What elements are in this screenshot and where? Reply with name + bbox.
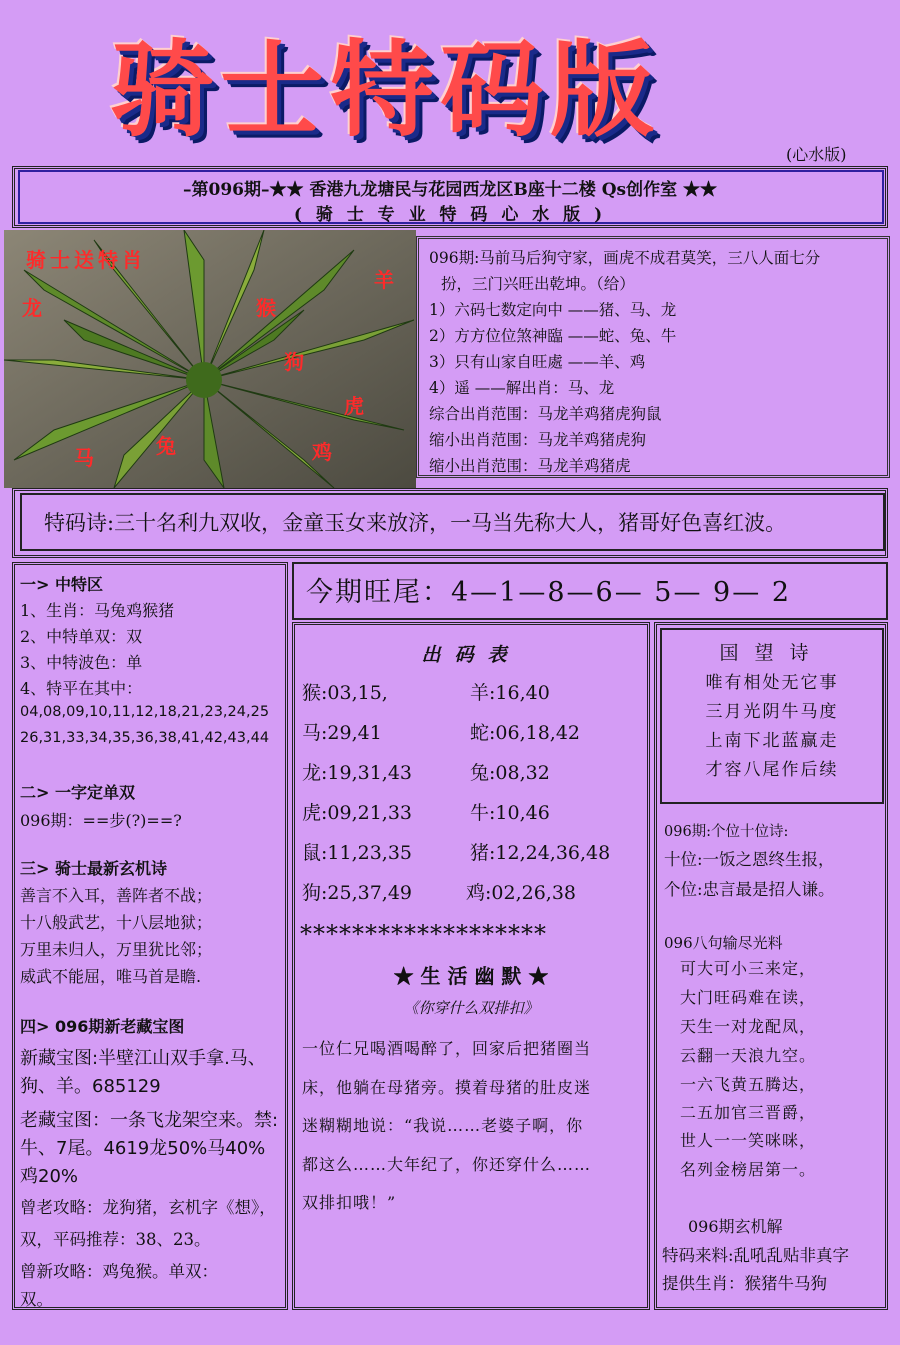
- section-4-line: 双。: [20, 1290, 53, 1309]
- code-table-cell: 猴:03,15,: [302, 682, 388, 704]
- special-code-poem: 特码诗:三十名利九双收，金童玉女来放济，一马当先称大人，猪哥好色喜红波。: [20, 493, 885, 551]
- code-table-cell: 马:29,41: [302, 722, 382, 744]
- agave-photo: [4, 230, 416, 488]
- section-4-line: 牛、7尾。4619龙50%马40%: [20, 1138, 266, 1159]
- code-table-cell: 虎:09,21,33: [302, 802, 413, 824]
- prediction-line: 4）遥 ——解出肖：马、龙: [429, 379, 615, 397]
- section-4-line: 狗、羊。685129: [20, 1076, 161, 1097]
- humor-line: 都这么……大年纪了，你还穿什么……: [302, 1154, 592, 1174]
- zodiac-label: 猴: [256, 296, 276, 320]
- number-list-1: 04,08,09,10,11,12,18,21,23,24,25: [20, 704, 270, 720]
- guowang-title: 国望诗: [719, 642, 825, 664]
- zodiac-label: 兔: [156, 434, 176, 458]
- guowang-line: 唯有相处无它事: [705, 673, 839, 693]
- zodiac-label: 马: [74, 446, 94, 470]
- humor-line: 双排扣哦！”: [302, 1193, 397, 1212]
- code-table-cell: 蛇:06,18,42: [470, 722, 581, 744]
- section-4-line: 新藏宝图:半壁江山双手拿.马、: [20, 1048, 266, 1069]
- humor-body: [302, 1030, 644, 1223]
- eight-lines-line: 天生一对龙配凤，: [680, 1017, 817, 1036]
- section-3-title: 三> 骑士最新玄机诗: [20, 859, 167, 878]
- code-table-title: 出码表: [421, 644, 521, 666]
- code-table-cell: 兔:08,32: [470, 762, 550, 784]
- code-table-cell: 牛:10,46: [470, 802, 550, 824]
- xuanji-line: 特码来料:乱吼乱贴非真字: [662, 1246, 850, 1265]
- section-4-line: 曾新攻略：鸡兔猴。单双：: [20, 1262, 218, 1281]
- eight-lines-line: 云翻一天浪九空。: [680, 1046, 817, 1065]
- section-2-text: 096期：==步(?)==?: [20, 811, 182, 830]
- section-4-line: 双，平码推荐：38、23。: [20, 1230, 211, 1249]
- prediction-line: 096期:马前马后狗守家，画虎不成君莫笑，三八人面七分: [429, 249, 821, 267]
- guowang-line: 三月光阴牛马度: [705, 702, 839, 722]
- number-list-2: 26,31,33,34,35,36,38,41,42,43,44: [20, 730, 270, 746]
- prediction-line: 缩小出肖范围：马龙羊鸡猪虎狗: [429, 431, 647, 449]
- code-table-cell: 猪:12,24,36,48: [470, 842, 611, 864]
- section-3-line: 万里未归人，万里犹比邻；: [20, 940, 213, 959]
- section-4-line: 曾老攻略：龙狗猪，玄机字《想》，: [20, 1198, 276, 1217]
- zodiac-label: 狗: [284, 350, 304, 374]
- prediction-line: 3）只有山家自旺處 ——羊、鸡: [429, 353, 646, 371]
- eight-lines-title: 096八句输尽光料: [664, 934, 783, 952]
- eight-lines-line: 大门旺码难在读，: [680, 988, 817, 1007]
- section-4-title: 四> 096期新老藏宝图: [20, 1017, 185, 1036]
- eight-lines-line: 名列金榜居第一。: [680, 1160, 817, 1179]
- prediction-box: [416, 236, 890, 478]
- zodiac-label: 龙: [22, 296, 42, 320]
- digit-poem-title: 096期:个位十位诗:: [664, 824, 789, 840]
- digit-poem-line: 十位:一饭之恩终生报，: [664, 850, 835, 869]
- xuanji-line: 提供生肖：猴猪牛马狗: [662, 1274, 827, 1293]
- humor-title: ★ 生 活 幽 默 ★: [393, 964, 549, 988]
- section-1-item: 1、生肖：马兔鸡猴猪: [20, 601, 175, 620]
- code-table-cell: 龙:19,31,43: [302, 762, 413, 784]
- edition-label: (心水版): [786, 145, 847, 164]
- section-4-line: 老藏宝图：一条飞龙架空来。禁:: [20, 1110, 279, 1131]
- code-table-cell: 羊:16,40: [470, 682, 550, 704]
- prediction-line: 综合出肖范围：马龙羊鸡猪虎狗鼠: [429, 405, 662, 423]
- zodiac-label: 鸡: [312, 440, 332, 464]
- photo-caption: 骑士送特肖: [26, 248, 146, 272]
- guowang-line: 上南下北蓝赢走: [705, 731, 839, 751]
- section-1-title: 一> 中特区: [20, 575, 103, 594]
- zodiac-label: 虎: [344, 394, 364, 418]
- guowang-line: 才容八尾作后续: [705, 760, 839, 780]
- section-4-line: 鸡20%: [20, 1166, 79, 1187]
- section-3-line: 威武不能屈，唯马首是瞻.: [20, 967, 202, 986]
- eight-lines-line: 一六飞黄五腾达，: [680, 1075, 817, 1094]
- banner-line-2: ( 骑 士 专 业 特 码 心 水 版 ): [293, 205, 607, 225]
- humor-subtitle: 《你穿什么双排扣》: [403, 999, 539, 1017]
- section-1-item: 3、中特波色：单: [20, 653, 143, 672]
- prediction-line: 扮，三门兴旺出乾坤。（给）: [441, 275, 635, 293]
- code-table-cell: 鸡:02,26,38: [466, 882, 577, 904]
- humor-line: 床，他躺在母猪旁。摸着母猪的肚皮迷: [302, 1077, 592, 1097]
- eight-lines-line: 可大可小三来定，: [680, 959, 817, 978]
- star-divider: *******************: [300, 920, 547, 948]
- section-2-title: 二> 一字定单双: [20, 783, 135, 802]
- section-3-line: 善言不入耳，善阵者不战；: [20, 886, 213, 905]
- page-title: 骑士特码版: [110, 29, 661, 151]
- section-3-line: 十八般武艺，十八层地狱；: [20, 913, 213, 932]
- humor-line: 一位仁兄喝酒喝醉了，回家后把猪圈当: [302, 1039, 592, 1058]
- eight-lines-line: 世人一一笑咪咪，: [680, 1131, 817, 1150]
- humor-line: 迷糊糊地说：“我说……老婆子啊，你: [302, 1116, 584, 1135]
- section-1-item: 4、特平在其中：: [20, 679, 143, 698]
- banner-line-1: –第096期–★★ 香港九龙塘民与花园西龙区B座十二楼 Qs创作室 ★★: [183, 180, 717, 200]
- xuanji-title: 096期玄机解: [688, 1217, 783, 1236]
- eight-lines-line: 二五加官三晋爵，: [680, 1103, 817, 1122]
- lucky-tail-numbers: 今期旺尾：4—1—8—6— 5— 9— 2: [292, 562, 888, 620]
- code-table-cell: 狗:25,37,49: [302, 882, 413, 904]
- prediction-line: 2）方方位位煞神臨 ——蛇、兔、牛: [429, 327, 677, 345]
- digit-poem-line: 个位:忠言最是招人谦。: [664, 880, 835, 899]
- prediction-line: 1）六码七数定向中 ——猪、马、龙: [429, 301, 677, 319]
- zodiac-label: 羊: [374, 268, 394, 292]
- section-1-item: 2、中特单双：双: [20, 627, 143, 646]
- prediction-line: 缩小出肖范围：马龙羊鸡猪虎: [429, 457, 631, 475]
- code-table-cell: 鼠:11,23,35: [302, 842, 413, 864]
